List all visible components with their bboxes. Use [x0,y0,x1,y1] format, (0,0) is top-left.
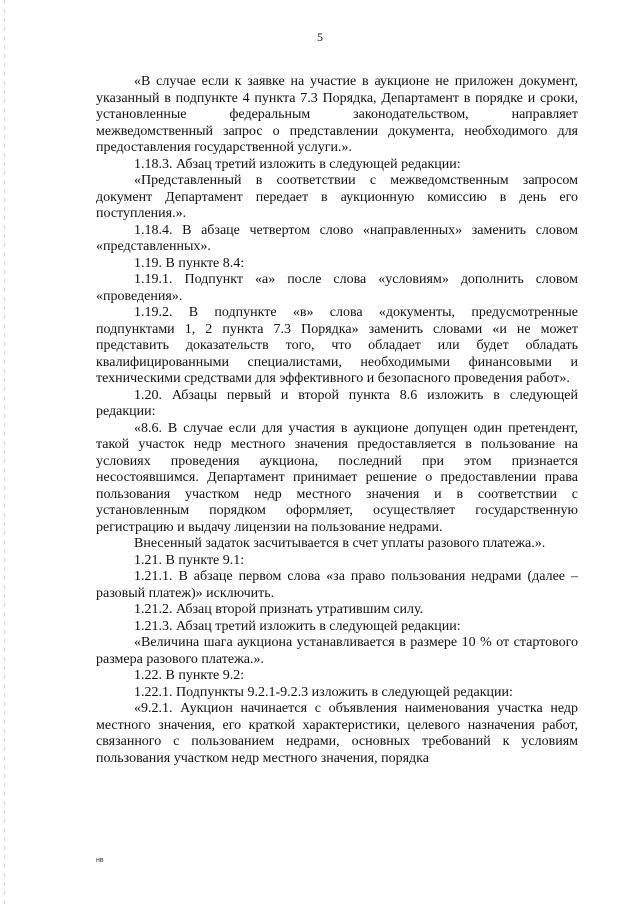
document-body [96,74,578,767]
paragraph-quote-intro: «В случае если к заявке на участие в аукционе не приложен документ, указанный в подпункте 4 пункта 7.3 Порядка, Департамент в порядке и сроки, установленные федеральным законодательством, направляет межведомственный запрос о представлении документа, необходимого для предоставления государственной услуги.». [96,74,578,155]
paragraph-1-21-1: 1.21.1. В абзаце первом слова «за право пользования недрами (далее – разовый платеж)» исключить. [96,569,578,601]
paragraph-1-18-4: 1.18.4. В абзаце четвертом слово «направленных» заменить словом «представленных». [96,222,578,254]
paragraph-1-21: 1.21. В пункте 9.1: [134,552,245,568]
paragraph-1-21-3: 1.21.3. Абзац третий изложить в следующей редакции: [134,618,461,634]
paragraph-1-22-1: 1.22.1. Подпункты 9.2.1-9.2.3 изложить в следующей редакции: [134,684,513,700]
paragraph-quote-8-6: «8.6. В случае если для участия в аукционе допущен один претендент, такой участок недр местного значения предоставляется в пользование на условиях проведения аукциона, последний при этом признается несостоявшимся. Департамент принимает решение о предоставлении права пользования участком недр местного значения и в соответствии с установленным порядком оформляет, осуществляет государственную регистрацию и выдачу лицензии на пользование недрами. [96,420,578,535]
paragraph-deposit: Внесенный задаток засчитывается в счет уплаты разового платежа.». [134,536,546,551]
paragraph-1-22: 1.22. В пункте 9.2: [134,668,245,683]
paragraph-quote-1-21-3: «Величина шага аукциона устанавливается в размере 10 % от стартового размера разового платежа.». [96,635,578,667]
footer-initials-mark: нв [96,857,104,864]
paragraph-1-19-1: 1.19.1. Подпункт «а» после слова «условиям» дополнить словом «проведения». [96,272,578,304]
paragraph-quote-1-18-3: «Представленный в соответствии с межведомственным запросом документ Департамент передает в аукционную комиссию в день его поступления.». [96,173,578,221]
paragraph-1-19-2: 1.19.2. В подпункте «в» слова «документы, предусмотренные подпунктами 1, 2 пункта 7.3 Порядка» заменить словами «и не может представить доказательств того, что обладает или будет обладать квалифицированными специалистами, необходимыми финансовыми и техническими средствами для эффективного и безопасного проведения работ». [96,305,578,386]
paragraph-quote-9-2-1: «9.2.1. Аукцион начинается с объявления наименования участка недр местного значения, его краткой характеристики, целевого назначения работ, связанного с пользованием недрами, основных требований к условиям пользования участком недр местного значения, порядка [96,701,578,766]
scan-edge-artifact [4,0,5,905]
paragraph-1-20: 1.20. Абзацы первый и второй пункта 8.6 изложить в следующей редакции: [96,387,578,419]
paragraph-1-21-2: 1.21.2. Абзац второй признать утратившим силу. [134,602,424,617]
paragraph-1-18-3: 1.18.3. Абзац третий изложить в следующей редакции: [134,156,461,172]
paragraph-1-19: 1.19. В пункте 8.4: [134,255,245,271]
page-number: 5 [317,30,323,44]
